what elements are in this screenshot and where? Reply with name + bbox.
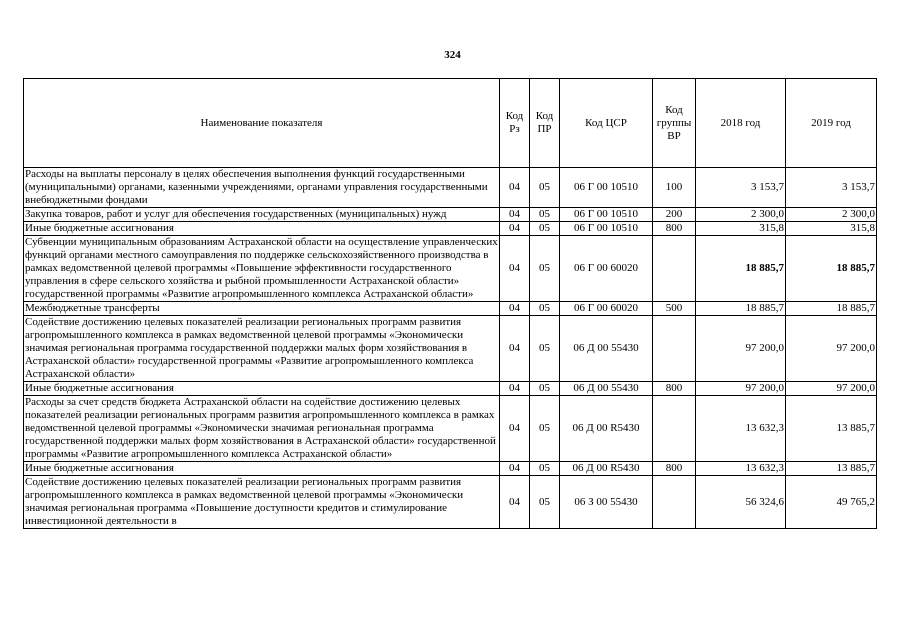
cell-csr: 06 Г 00 10510 — [560, 168, 653, 208]
table-row — [24, 222, 877, 236]
cell-y2018: 2 300,0 — [696, 208, 786, 222]
cell-name: Содействие достижению целевых показателей реализации региональных программ развития агропромышленного комплекса в рамках ведомственной целевой программы «Экономически значимая региональная программа государственной поддержки малых форм хозяйствования в Астраханской области» государственной программы «Развитие агропромышленного комплекса Астраханской области» — [24, 316, 500, 382]
cell-name: Расходы за счет средств бюджета Астраханской области на содействие достижению целевых показателей реализации региональных программ развития агропромышленного комплекса в рамках ведомственной целевой программы «Экономически значимая региональная программа государственной поддержки малых форм хозяйствования в Астраханской области» государственной программы «Развитие агропромышленного комплекса Астраханской области» — [24, 396, 500, 462]
cell-y2019: 13 885,7 — [786, 396, 877, 462]
cell-csr: 06 Г 00 10510 — [560, 222, 653, 236]
cell-csr: 06 З 00 55430 — [560, 476, 653, 529]
cell-y2018: 315,8 — [696, 222, 786, 236]
header-csr: Код ЦСР — [560, 79, 653, 168]
cell-rz: 04 — [500, 302, 530, 316]
cell-pr: 05 — [530, 382, 560, 396]
header-pr: Код ПР — [530, 79, 560, 168]
header-rz: Код Рз — [500, 79, 530, 168]
cell-y2018: 18 885,7 — [696, 236, 786, 302]
cell-vr — [653, 476, 696, 529]
cell-vr — [653, 236, 696, 302]
cell-pr: 05 — [530, 316, 560, 382]
cell-y2018: 13 632,3 — [696, 462, 786, 476]
table-body — [24, 168, 877, 529]
cell-rz: 04 — [500, 168, 530, 208]
cell-name: Иные бюджетные ассигнования — [24, 222, 500, 236]
table-row — [24, 208, 877, 222]
cell-vr — [653, 396, 696, 462]
cell-csr: 06 Г 00 60020 — [560, 302, 653, 316]
cell-y2019: 3 153,7 — [786, 168, 877, 208]
cell-pr: 05 — [530, 236, 560, 302]
header-name: Наименование показателя — [24, 79, 500, 168]
cell-rz: 04 — [500, 382, 530, 396]
page-number: 324 — [444, 49, 461, 61]
table-row — [24, 396, 877, 462]
cell-csr: 06 Д 00 55430 — [560, 382, 653, 396]
cell-csr: 06 Д 00 55430 — [560, 316, 653, 382]
cell-y2019: 18 885,7 — [786, 236, 877, 302]
cell-y2019: 49 765,2 — [786, 476, 877, 529]
table-row — [24, 316, 877, 382]
cell-pr: 05 — [530, 476, 560, 529]
table-row — [24, 236, 877, 302]
header-row — [24, 79, 877, 168]
cell-rz: 04 — [500, 396, 530, 462]
table-row — [24, 168, 877, 208]
cell-vr: 500 — [653, 302, 696, 316]
cell-vr: 800 — [653, 222, 696, 236]
cell-y2018: 13 632,3 — [696, 396, 786, 462]
header-2018: 2018 год — [696, 79, 786, 168]
cell-pr: 05 — [530, 302, 560, 316]
cell-pr: 05 — [530, 208, 560, 222]
cell-vr: 100 — [653, 168, 696, 208]
table-row — [24, 476, 877, 529]
cell-csr: 06 Г 00 60020 — [560, 236, 653, 302]
cell-rz: 04 — [500, 462, 530, 476]
header-vr: Код группы ВР — [653, 79, 696, 168]
cell-y2018: 18 885,7 — [696, 302, 786, 316]
cell-pr: 05 — [530, 168, 560, 208]
cell-rz: 04 — [500, 316, 530, 382]
cell-vr: 200 — [653, 208, 696, 222]
budget-table — [23, 78, 877, 529]
cell-name: Иные бюджетные ассигнования — [24, 382, 500, 396]
cell-name: Межбюджетные трансферты — [24, 302, 500, 316]
cell-y2019: 2 300,0 — [786, 208, 877, 222]
cell-y2018: 97 200,0 — [696, 382, 786, 396]
cell-name: Расходы на выплаты персоналу в целях обеспечения выполнения функций государственными (муниципальными) органами, казенными учреждениями, органами управления государственными внебюджетными фондами — [24, 168, 500, 208]
cell-y2019: 97 200,0 — [786, 316, 877, 382]
cell-rz: 04 — [500, 236, 530, 302]
cell-csr: 06 Г 00 10510 — [560, 208, 653, 222]
cell-name: Содействие достижению целевых показателей реализации региональных программ развития агропромышленного комплекса в рамках ведомственной целевой программы «Экономически значимая региональная программа «Повышение доступности кредитов и стимулирование инвестиционной деятельности в — [24, 476, 500, 529]
cell-pr: 05 — [530, 462, 560, 476]
cell-rz: 04 — [500, 476, 530, 529]
cell-y2019: 315,8 — [786, 222, 877, 236]
cell-pr: 05 — [530, 396, 560, 462]
cell-name: Закупка товаров, работ и услуг для обеспечения государственных (муниципальных) нужд — [24, 208, 500, 222]
cell-y2019: 97 200,0 — [786, 382, 877, 396]
cell-csr: 06 Д 00 R5430 — [560, 462, 653, 476]
header-2019: 2019 год — [786, 79, 877, 168]
cell-pr: 05 — [530, 222, 560, 236]
cell-csr: 06 Д 00 R5430 — [560, 396, 653, 462]
cell-rz: 04 — [500, 208, 530, 222]
cell-vr: 800 — [653, 382, 696, 396]
cell-name: Иные бюджетные ассигнования — [24, 462, 500, 476]
table-row — [24, 382, 877, 396]
cell-vr: 800 — [653, 462, 696, 476]
cell-rz: 04 — [500, 222, 530, 236]
cell-y2019: 13 885,7 — [786, 462, 877, 476]
cell-name: Субвенции муниципальным образованиям Астраханской области на осуществление управленческих функций органами местного самоуправления по поддержке сельскохозяйственного производства в рамках ведомственной целевой программы «Повышение эффективности государственного управления в сфере сельского хозяйства и рыбной промышленности Астраханской области» государственной программы «Развитие агропромышленного комплекса Астраханской области» — [25, 236, 498, 300]
table-row — [24, 302, 877, 316]
cell-vr — [653, 316, 696, 382]
cell-y2018: 97 200,0 — [696, 316, 786, 382]
table-row — [24, 462, 877, 476]
cell-y2018: 3 153,7 — [696, 168, 786, 208]
cell-y2018: 56 324,6 — [696, 476, 786, 529]
cell-y2019: 18 885,7 — [786, 302, 877, 316]
